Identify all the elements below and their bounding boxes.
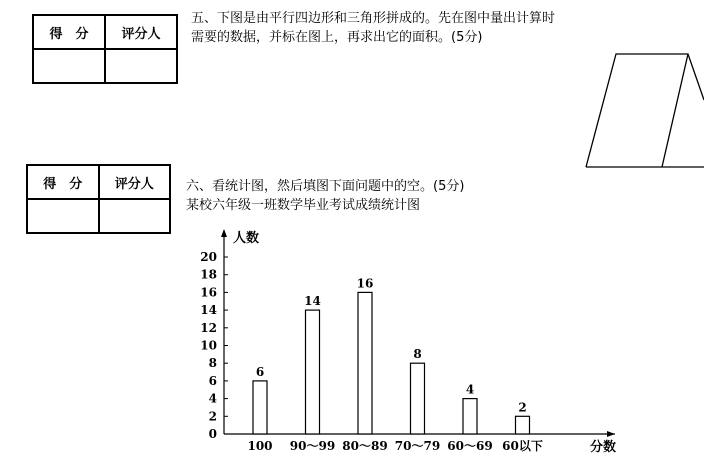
x-category-label: 100 xyxy=(247,439,273,453)
bar-value-label: 16 xyxy=(356,276,374,291)
x-category-label: 60～69 xyxy=(447,439,493,453)
x-category-label: 90～99 xyxy=(289,439,336,453)
question-5 xyxy=(191,9,555,47)
y-tick-label: 14 xyxy=(200,303,217,318)
x-category-label: 60以下 xyxy=(502,439,543,453)
x-axis-arrow xyxy=(607,431,615,437)
question-5-line1: 五、下图是由平行四边形和三角形拼成的。先在图中量出计算时 xyxy=(191,11,556,26)
y-tick-label: 12 xyxy=(200,320,217,335)
question-6-line1: 六、看统计图，然后填图下面问题中的空。(5分) xyxy=(186,179,465,194)
score-table-q6 xyxy=(26,164,171,234)
y-tick-label: 16 xyxy=(200,285,217,300)
y-tick-label: 8 xyxy=(208,356,217,371)
x-axis-title: 分数 xyxy=(590,440,617,455)
bar-value-label: 2 xyxy=(518,400,527,415)
grader-cell[interactable] xyxy=(105,49,177,83)
y-tick-label: 0 xyxy=(208,427,217,441)
y-axis-arrow xyxy=(221,229,227,237)
score-cell[interactable] xyxy=(33,49,105,83)
y-tick-label: 6 xyxy=(208,373,217,388)
bar-value-label: 8 xyxy=(413,347,422,362)
y-tick-label: 18 xyxy=(200,267,217,282)
bar xyxy=(358,292,372,434)
score-header: 得 分 xyxy=(27,165,99,199)
question-5-line2: 需要的数据，并标在图上，再求出它的面积。(5分) xyxy=(191,30,483,45)
y-tick-label: 10 xyxy=(200,338,217,353)
figure-outline-top xyxy=(586,54,704,167)
bar xyxy=(411,363,425,434)
y-tick-label: 20 xyxy=(200,250,217,264)
score-cell[interactable] xyxy=(27,199,99,233)
bar xyxy=(516,416,530,434)
y-axis-title: 人数 xyxy=(233,231,260,246)
x-category-label: 70～79 xyxy=(394,439,441,453)
bar-value-label: 6 xyxy=(255,364,265,379)
score-bar-chart xyxy=(190,225,630,459)
score-header: 得 分 xyxy=(33,15,105,49)
x-category-label: 80～89 xyxy=(342,439,388,453)
bar xyxy=(463,399,477,434)
score-table-q5 xyxy=(32,14,178,84)
grader-header: 评分人 xyxy=(105,15,177,49)
bar-value-label: 4 xyxy=(465,382,475,397)
bar-value-label: 14 xyxy=(304,294,321,309)
bar xyxy=(306,310,320,434)
question-6 xyxy=(186,177,464,215)
figure-divider xyxy=(662,54,688,167)
grader-cell[interactable] xyxy=(99,199,171,233)
chart-title: 某校六年级一班数学毕业考试成绩统计图 xyxy=(186,198,421,213)
grader-header: 评分人 xyxy=(99,165,171,199)
y-tick-label: 4 xyxy=(208,391,217,406)
bar xyxy=(253,381,267,434)
parallelogram-triangle-figure xyxy=(584,50,704,170)
y-tick-label: 2 xyxy=(208,409,217,424)
